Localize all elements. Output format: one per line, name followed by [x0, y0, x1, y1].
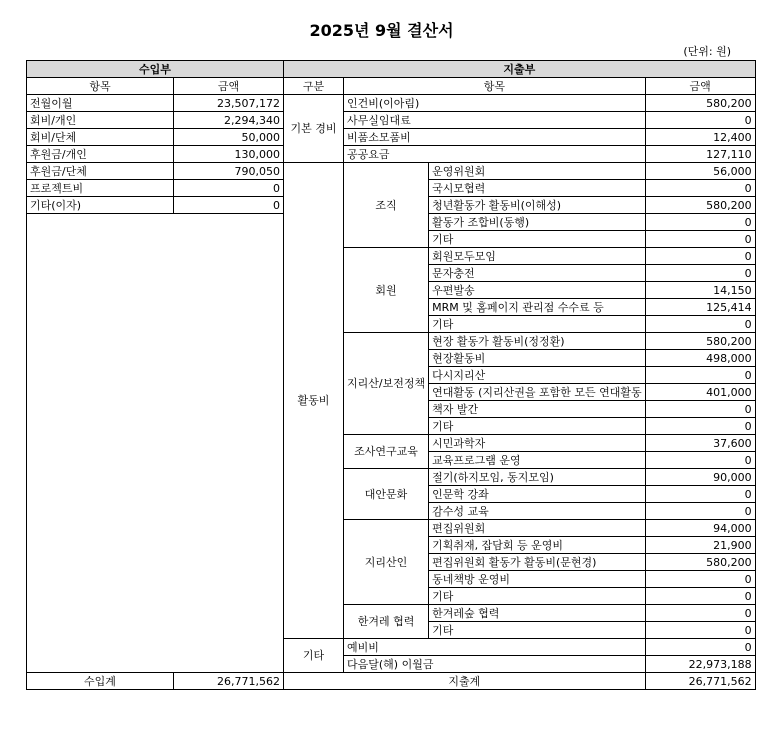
expense-item: 편집위원회 — [429, 520, 646, 537]
income-total-amount: 26,771,562 — [174, 673, 284, 690]
income-col-item: 항목 — [27, 78, 174, 95]
expense-amount: 0 — [645, 180, 755, 197]
expense-amount: 56,000 — [645, 163, 755, 180]
expense-item: 비품소모품비 — [344, 129, 646, 146]
income-item: 프로젝트비 — [27, 180, 174, 197]
expense-amount: 0 — [645, 486, 755, 503]
expense-item: 현장 활동가 활동비(정정환) — [429, 333, 646, 350]
expense-amount: 21,900 — [645, 537, 755, 554]
expense-item: 현장활동비 — [429, 350, 646, 367]
expense-amount: 498,000 — [645, 350, 755, 367]
expense-amount: 14,150 — [645, 282, 755, 299]
income-item: 후원금/개인 — [27, 146, 174, 163]
expense-col-category: 구분 — [284, 78, 344, 95]
expense-amount: 401,000 — [645, 384, 755, 401]
expense-amount: 0 — [645, 367, 755, 384]
expense-item: 동네책방 운영비 — [429, 571, 646, 588]
expense-item: 인건비(이아림) — [344, 95, 646, 112]
expense-amount: 22,973,188 — [645, 656, 755, 673]
expense-amount: 0 — [645, 452, 755, 469]
table-row — [27, 163, 756, 180]
table-row — [27, 95, 756, 112]
expense-item: 감수성 교육 — [429, 503, 646, 520]
report-title: 2025년 9월 결산서 — [309, 21, 454, 40]
expense-category-activity: 활동비 — [284, 163, 344, 639]
expense-amount: 580,200 — [645, 197, 755, 214]
expense-amount: 0 — [645, 571, 755, 588]
income-amount: 0 — [174, 197, 284, 214]
expense-amount: 0 — [645, 214, 755, 231]
expense-amount: 580,200 — [645, 333, 755, 350]
expense-amount: 0 — [645, 248, 755, 265]
income-amount: 790,050 — [174, 163, 284, 180]
expense-item: 다시지리산 — [429, 367, 646, 384]
expense-amount: 0 — [645, 418, 755, 435]
expense-col-item: 항목 — [344, 78, 646, 95]
expense-amount: 125,414 — [645, 299, 755, 316]
expense-item: 연대활동 (지리산권을 포함한 모든 연대활동 — [429, 384, 646, 401]
income-item: 전월이월 — [27, 95, 174, 112]
income-item: 기타(이자) — [27, 197, 174, 214]
expense-item: 문자충전 — [429, 265, 646, 282]
expense-item: 한겨레숲 협력 — [429, 605, 646, 622]
income-amount: 0 — [174, 180, 284, 197]
settlement-table — [26, 60, 756, 690]
expense-amount: 0 — [645, 639, 755, 656]
expense-item: 인문학 강좌 — [429, 486, 646, 503]
income-section-header: 수입부 — [27, 61, 284, 78]
expense-section-header: 지출부 — [284, 61, 756, 78]
expense-item: 청년활동가 활동비(이해성) — [429, 197, 646, 214]
expense-item: 절기(하지모임, 동지모임) — [429, 469, 646, 486]
expense-item: 다음달(해) 이월금 — [344, 656, 646, 673]
expense-total-label: 지출계 — [284, 673, 646, 690]
column-header-row — [27, 78, 756, 95]
income-item: 회비/개인 — [27, 112, 174, 129]
expense-item: 기타 — [429, 588, 646, 605]
expense-item: 운영위원회 — [429, 163, 646, 180]
expense-item: 시민과학자 — [429, 435, 646, 452]
expense-amount: 0 — [645, 503, 755, 520]
expense-amount: 0 — [645, 605, 755, 622]
expense-item: 활동가 조합비(동행) — [429, 214, 646, 231]
expense-col-amount: 금액 — [645, 78, 755, 95]
expense-amount: 0 — [645, 401, 755, 418]
expense-amount: 580,200 — [645, 554, 755, 571]
unit-label: (단위: 원) — [683, 45, 731, 58]
income-blank — [27, 214, 284, 673]
expense-item: 공공요금 — [344, 146, 646, 163]
table-row — [27, 129, 756, 146]
expense-amount: 0 — [645, 316, 755, 333]
expense-item: 사무실임대료 — [344, 112, 646, 129]
expense-group-name: 한겨레 협력 — [344, 605, 429, 639]
expense-item: 국시모협력 — [429, 180, 646, 197]
table-row — [27, 146, 756, 163]
expense-amount: 0 — [645, 265, 755, 282]
expense-amount: 94,000 — [645, 520, 755, 537]
expense-item: 회원모두모임 — [429, 248, 646, 265]
expense-group-name: 회원 — [344, 248, 429, 333]
table-row — [27, 112, 756, 129]
income-amount: 2,294,340 — [174, 112, 284, 129]
expense-item: 기타 — [429, 231, 646, 248]
expense-amount: 580,200 — [645, 95, 755, 112]
expense-item: 책자 발간 — [429, 401, 646, 418]
income-amount: 130,000 — [174, 146, 284, 163]
expense-amount: 0 — [645, 112, 755, 129]
income-amount: 23,507,172 — [174, 95, 284, 112]
income-item: 회비/단체 — [27, 129, 174, 146]
expense-item: 교육프로그램 운영 — [429, 452, 646, 469]
expense-group-name: 대안문화 — [344, 469, 429, 520]
expense-amount: 90,000 — [645, 469, 755, 486]
expense-group-name: 지리산인 — [344, 520, 429, 605]
expense-amount: 0 — [645, 588, 755, 605]
expense-item: 우편발송 — [429, 282, 646, 299]
expense-total-amount: 26,771,562 — [645, 673, 755, 690]
expense-amount: 127,110 — [645, 146, 755, 163]
expense-group-name: 조사연구교육 — [344, 435, 429, 469]
expense-group-name: 조직 — [344, 163, 429, 248]
expense-item: 기획취재, 잡담회 등 운영비 — [429, 537, 646, 554]
section-header-row — [27, 61, 756, 78]
expense-item: 예비비 — [344, 639, 646, 656]
expense-amount: 0 — [645, 231, 755, 248]
total-row — [27, 673, 756, 690]
income-amount: 50,000 — [174, 129, 284, 146]
expense-item: 편집위원회 활동가 활동비(문현경) — [429, 554, 646, 571]
expense-category-basic: 기본 경비 — [284, 95, 344, 163]
income-total-label: 수입계 — [27, 673, 174, 690]
income-item: 후원금/단체 — [27, 163, 174, 180]
income-col-amount: 금액 — [174, 78, 284, 95]
expense-amount: 0 — [645, 622, 755, 639]
expense-amount: 37,600 — [645, 435, 755, 452]
expense-item: 기타 — [429, 418, 646, 435]
expense-category-other: 기타 — [284, 639, 344, 673]
expense-group-name: 지리산/보전정책 — [344, 333, 429, 435]
expense-item: 기타 — [429, 316, 646, 333]
expense-item: MRM 및 홈페이지 관리점 수수료 등 — [429, 299, 646, 316]
expense-item: 기타 — [429, 622, 646, 639]
expense-amount: 12,400 — [645, 129, 755, 146]
